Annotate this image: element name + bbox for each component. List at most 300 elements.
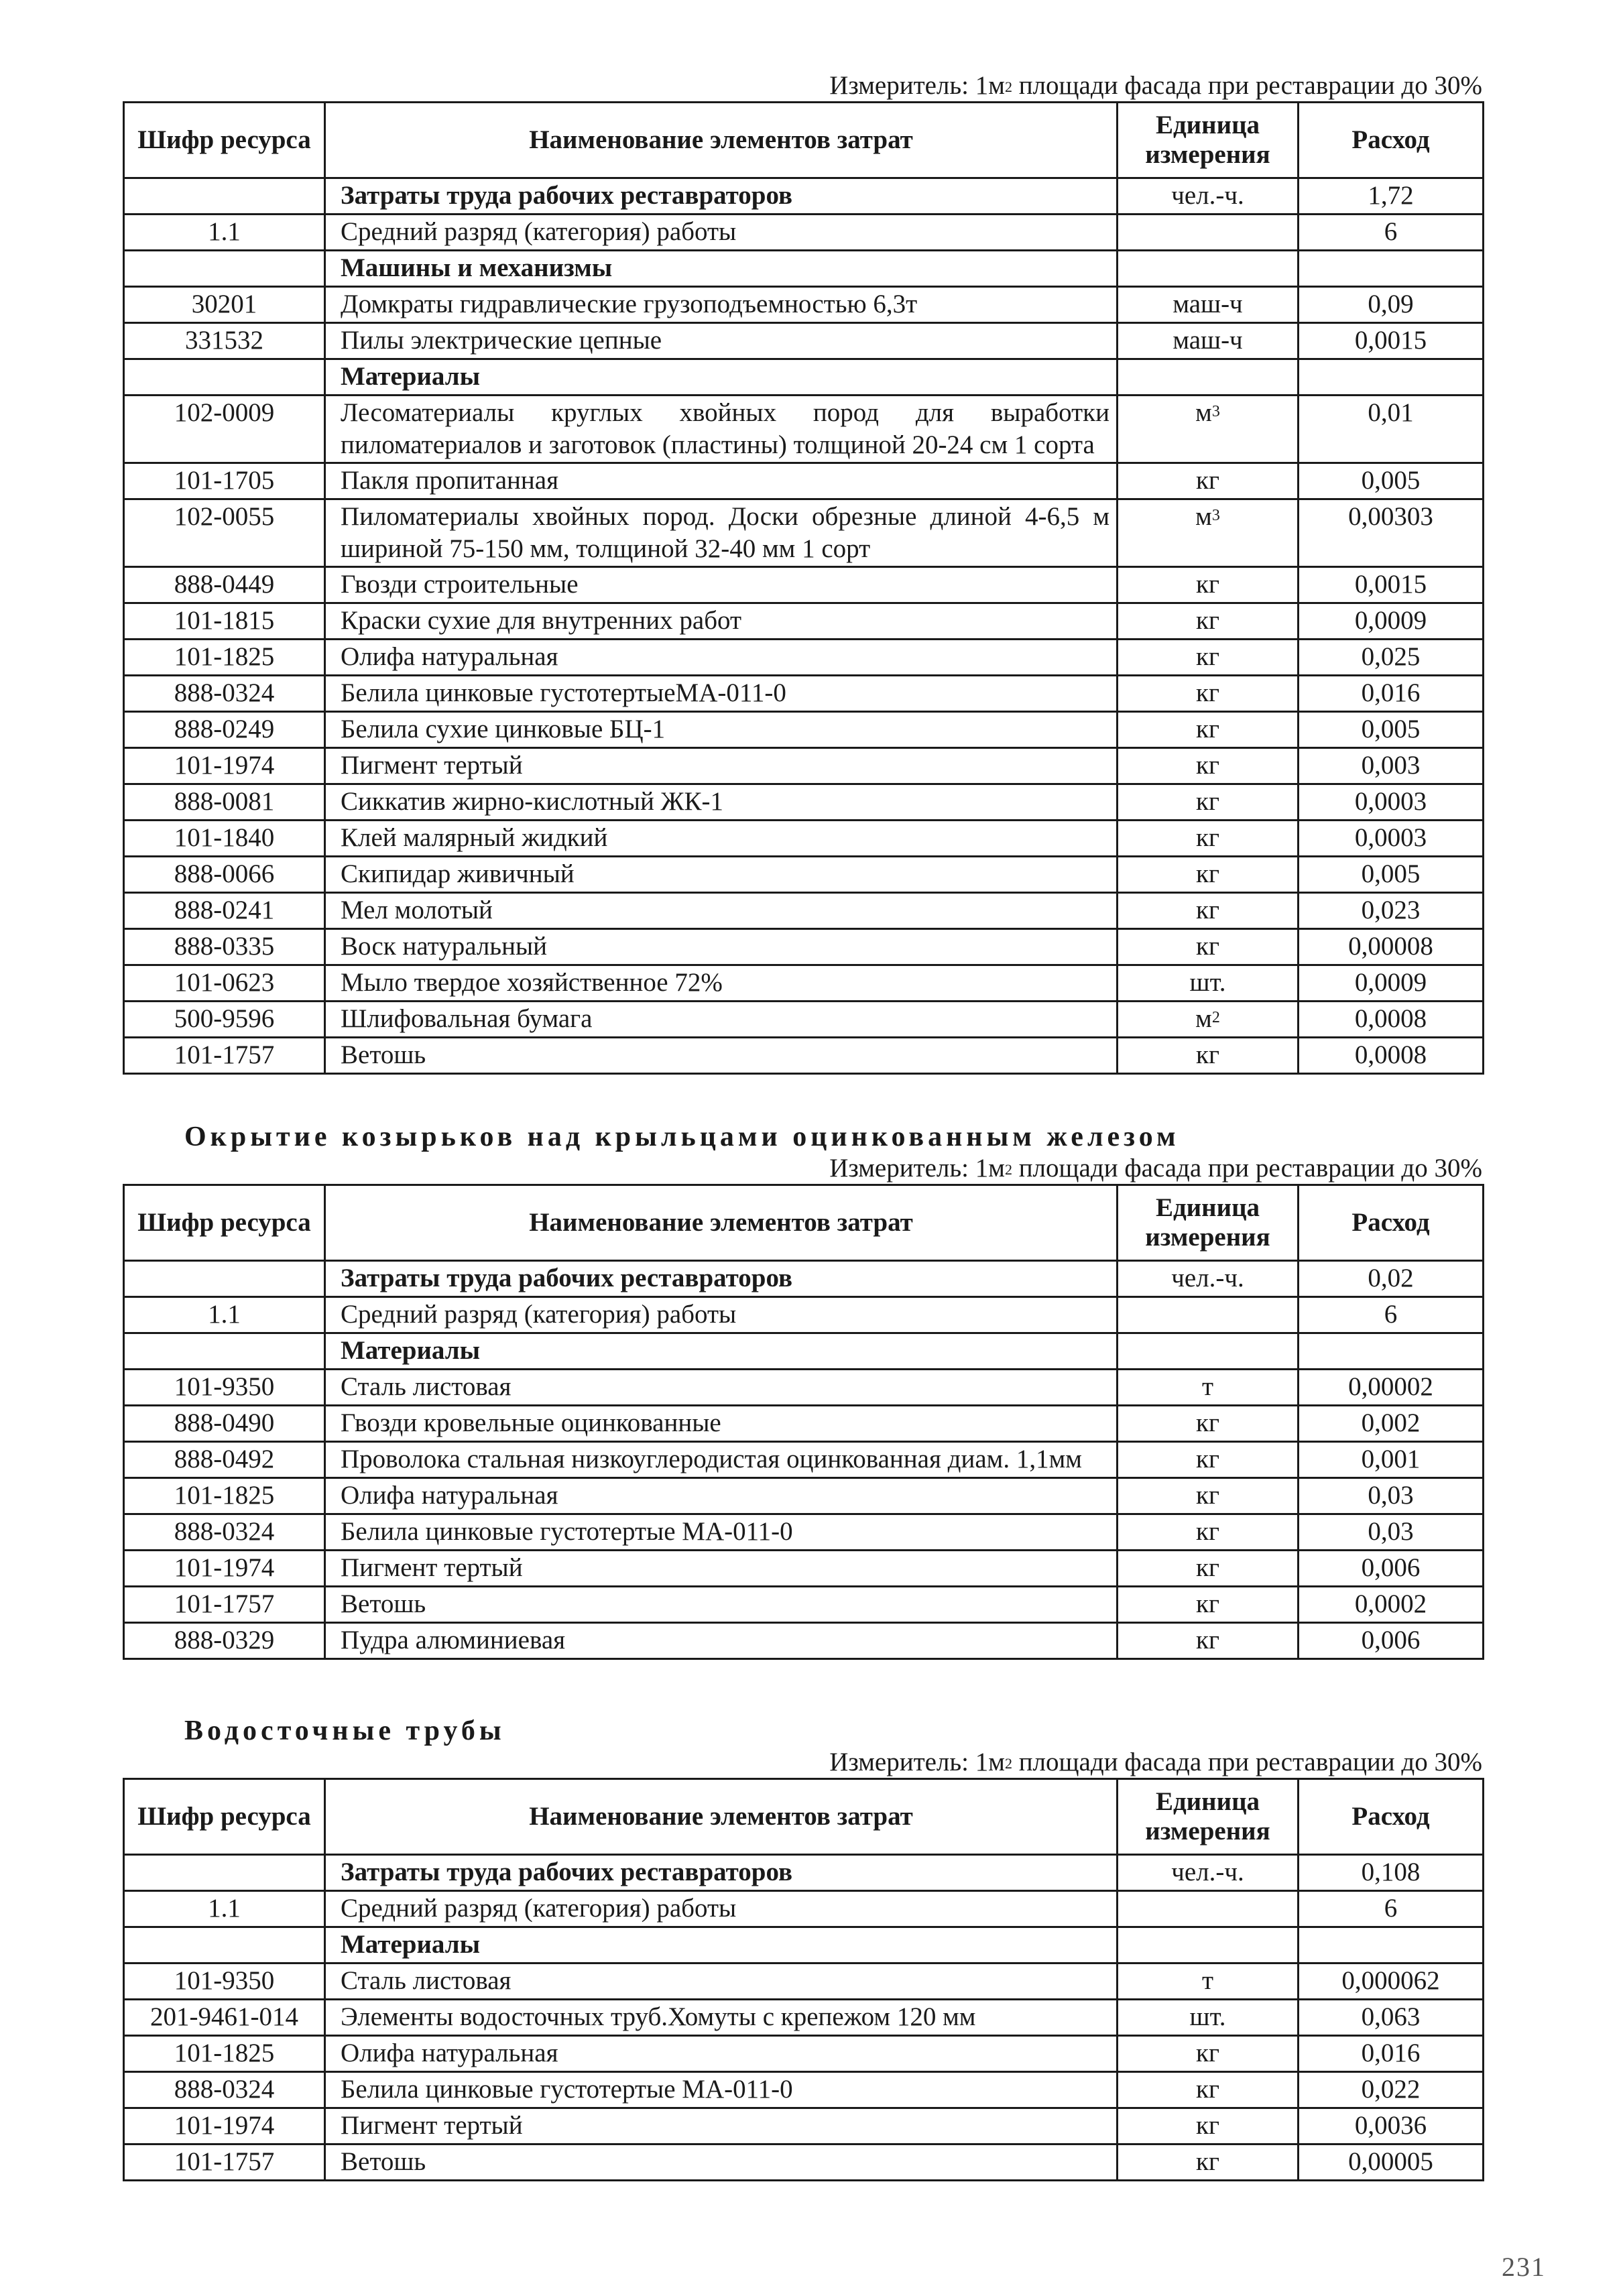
cell-unit: [1118, 1623, 1299, 1659]
cell-code: [124, 2144, 325, 2181]
cell-qty-text: 0,025: [1361, 642, 1421, 671]
cell-qty: [1299, 1478, 1484, 1514]
table-row: [124, 359, 1484, 396]
cell-code-text: 101-1825: [174, 642, 275, 671]
section-3: [123, 1747, 1482, 2181]
cell-code-text: 101-1757: [174, 2147, 275, 2176]
unit-exponent: 2: [1211, 1009, 1220, 1026]
unit-exponent: 3: [1211, 403, 1220, 420]
cell-unit: [1118, 463, 1299, 499]
cell-unit: [1118, 1927, 1299, 1963]
cell-name-text: Краски сухие для внутренних работ: [341, 606, 742, 635]
cell-name: [325, 1406, 1118, 1442]
cell-name: [325, 2144, 1118, 2181]
table-row: [124, 215, 1484, 251]
cell-name-text: Белила цинковые густотертыеМА-011-0: [341, 678, 786, 707]
cell-qty-text: 0,002: [1361, 1408, 1421, 1437]
cell-code: [124, 965, 325, 1002]
cell-unit-text: кг: [1196, 466, 1219, 495]
cell-qty-text: 0,0009: [1354, 968, 1427, 997]
table-row: [124, 676, 1484, 712]
cell-code-text: 102-0009: [174, 398, 275, 427]
cell-qty: [1299, 893, 1484, 929]
cell-qty-text: 6: [1384, 1894, 1398, 1923]
cell-qty: [1299, 2000, 1484, 2036]
cell-qty-text: 0,09: [1368, 290, 1414, 318]
cell-name-text: Олифа натуральная: [341, 1481, 558, 1510]
cell-qty: [1299, 2036, 1484, 2072]
table-row: [124, 287, 1484, 323]
cell-unit-text: т: [1201, 1372, 1214, 1401]
cell-unit: [1118, 893, 1299, 929]
cell-code-text: 888-0335: [174, 932, 275, 961]
cell-name: [325, 1623, 1118, 1659]
cell-code: [124, 748, 325, 784]
section-1: [123, 70, 1482, 1075]
cell-code-text: 101-1974: [174, 2111, 275, 2140]
cell-code: [124, 1623, 325, 1659]
table-row: [124, 1587, 1484, 1623]
cell-qty: [1299, 1297, 1484, 1333]
cell-qty-text: 0,00002: [1348, 1372, 1433, 1401]
cell-qty: [1299, 1442, 1484, 1478]
unit-exponent: 3: [1211, 507, 1220, 524]
cell-name: [325, 499, 1118, 567]
table-header-row: [124, 1779, 1484, 1855]
cell-unit: [1118, 215, 1299, 251]
cell-name-text: Белила цинковые густотертые МА-011-0: [341, 1517, 793, 1546]
cell-name-text: Ветошь: [341, 1040, 426, 1069]
header-unit: Единица измерения: [1118, 1779, 1299, 1855]
cell-unit: [1118, 1333, 1299, 1370]
cell-qty-text: 0,0002: [1354, 1589, 1427, 1618]
cell-name-text: Материалы: [341, 1930, 481, 1959]
cell-name: [325, 2072, 1118, 2108]
cell-name-text: Гвозди кровельные оцинкованные: [341, 1408, 721, 1437]
cell-name-text: Воск натуральный: [341, 932, 548, 961]
cell-unit-text: кг: [1196, 823, 1219, 852]
cell-qty: [1299, 2108, 1484, 2144]
resource-table: [123, 1184, 1484, 1660]
cell-qty: [1299, 1406, 1484, 1442]
cell-code: [124, 712, 325, 748]
cell-unit: [1118, 1406, 1299, 1442]
cell-qty-text: 6: [1384, 217, 1398, 246]
cell-qty-text: 0,00303: [1348, 502, 1433, 531]
cell-name: [325, 396, 1118, 463]
cell-unit-text: чел.-ч.: [1171, 1858, 1244, 1886]
cell-name: [325, 1261, 1118, 1297]
cell-unit: [1118, 1261, 1299, 1297]
cell-name: [325, 1855, 1118, 1891]
cell-unit: [1118, 603, 1299, 640]
resource-table: [123, 101, 1484, 1075]
cell-qty: [1299, 1002, 1484, 1038]
cell-qty-text: 0,016: [1361, 678, 1421, 707]
cell-code: [124, 1891, 325, 1927]
cell-unit-text: кг: [1196, 859, 1219, 888]
cell-code: [124, 2036, 325, 2072]
table-row: [124, 893, 1484, 929]
cell-unit: [1118, 178, 1299, 215]
cell-code-text: 101-1705: [174, 466, 275, 495]
cell-qty: [1299, 1963, 1484, 2000]
cell-qty: [1299, 323, 1484, 359]
table-row: [124, 965, 1484, 1002]
cell-unit-text: кг: [1196, 787, 1219, 816]
cell-qty-text: 0,006: [1361, 1553, 1421, 1582]
cell-name: [325, 567, 1118, 603]
cell-qty-text: 0,02: [1368, 1264, 1414, 1292]
cell-code: [124, 287, 325, 323]
table-row: [124, 251, 1484, 287]
cell-name: [325, 251, 1118, 287]
cell-unit: [1118, 2072, 1299, 2108]
cell-code-text: 101-1974: [174, 751, 275, 780]
cell-unit-text: т: [1201, 1966, 1214, 1995]
cell-unit: [1118, 1442, 1299, 1478]
cell-qty-text: 0,005: [1361, 859, 1421, 888]
cell-name-text: Сталь листовая: [341, 1372, 512, 1401]
cell-unit-text: кг: [1196, 1589, 1219, 1618]
cell-qty: [1299, 1038, 1484, 1074]
cell-qty-text: 0,0015: [1354, 570, 1427, 599]
cell-code-text: 888-0324: [174, 678, 275, 707]
cell-qty-text: 0,006: [1361, 1626, 1421, 1654]
cell-qty-text: 0,005: [1361, 715, 1421, 743]
cell-unit-text: кг: [1196, 896, 1219, 924]
cell-code-text: 888-0241: [174, 896, 275, 924]
cell-code: [124, 1927, 325, 1963]
cell-name-text: Олифа натуральная: [341, 642, 558, 671]
cell-qty: [1299, 857, 1484, 893]
cell-code: [124, 2000, 325, 2036]
cell-name: [325, 323, 1118, 359]
cell-unit-text: кг: [1196, 2147, 1219, 2176]
cell-unit: [1118, 2036, 1299, 2072]
cell-unit: [1118, 323, 1299, 359]
cell-qty-text: 1,72: [1368, 181, 1414, 210]
cell-name: [325, 1927, 1118, 1963]
cell-name-text: Мыло твердое хозяйственное 72%: [341, 968, 723, 997]
table-row: [124, 567, 1484, 603]
table-row: [124, 1514, 1484, 1551]
cell-code-text: 888-0492: [174, 1445, 275, 1473]
cell-unit: [1118, 1297, 1299, 1333]
cell-name-text: Мел молотый: [341, 896, 493, 924]
cell-name-text: Сиккатив жирно-кислотный ЖК-1: [341, 787, 724, 816]
cell-qty-text: 0,0003: [1354, 823, 1427, 852]
cell-name: [325, 2036, 1118, 2072]
cell-code: [124, 2108, 325, 2144]
cell-unit-text: кг: [1196, 751, 1219, 780]
cell-unit: [1118, 1514, 1299, 1551]
cell-code-text: 888-0329: [174, 1626, 275, 1654]
cell-code-text: 888-0066: [174, 859, 275, 888]
cell-name-text: Пигмент тертый: [341, 751, 523, 780]
header-name: Наименование элементов затрат: [325, 103, 1118, 178]
cell-name: [325, 784, 1118, 821]
cell-unit: [1118, 965, 1299, 1002]
cell-unit-text: кг: [1196, 678, 1219, 707]
cell-unit-text: кг: [1196, 932, 1219, 961]
cell-name-text: Белила сухие цинковые БЦ-1: [341, 715, 666, 743]
cell-code: [124, 1002, 325, 1038]
table-row: [124, 603, 1484, 640]
cell-name: [325, 287, 1118, 323]
cell-name: [325, 1442, 1118, 1478]
cell-unit-text: кг: [1196, 1553, 1219, 1582]
cell-code: [124, 1297, 325, 1333]
table-row: [124, 1038, 1484, 1074]
header-code: Шифр ресурса: [124, 1779, 325, 1855]
cell-code: [124, 1963, 325, 2000]
header-name: Наименование элементов затрат: [325, 1779, 1118, 1855]
cell-code: [124, 1038, 325, 1074]
cell-unit-text: кг: [1196, 1445, 1219, 1473]
cell-name-text: Гвозди строительные: [341, 570, 579, 599]
cell-unit: [1118, 251, 1299, 287]
cell-unit-text: чел.-ч.: [1171, 1264, 1244, 1292]
cell-code-text: 1.1: [208, 1894, 241, 1923]
cell-qty: [1299, 712, 1484, 748]
cell-code-text: 101-9350: [174, 1966, 275, 1995]
table-row: [124, 1551, 1484, 1587]
cell-unit: [1118, 748, 1299, 784]
cell-name: [325, 857, 1118, 893]
cell-code: [124, 1855, 325, 1891]
cell-qty: [1299, 1514, 1484, 1551]
cell-code-text: 30201: [191, 290, 257, 318]
table-row: [124, 1261, 1484, 1297]
cell-qty-text: 0,00008: [1348, 932, 1433, 961]
cell-code: [124, 323, 325, 359]
header-qty: Расход: [1299, 103, 1484, 178]
cell-code: [124, 1551, 325, 1587]
cell-code: [124, 1406, 325, 1442]
cell-name: [325, 215, 1118, 251]
cell-code-text: 500-9596: [174, 1004, 275, 1033]
table-row: [124, 1333, 1484, 1370]
cell-code-text: 101-1974: [174, 1553, 275, 1582]
cell-code-text: 101-1757: [174, 1040, 275, 1069]
cell-name: [325, 929, 1118, 965]
cell-name: [325, 748, 1118, 784]
cell-code-text: 888-0081: [174, 787, 275, 816]
cell-qty-text: 0,0009: [1354, 606, 1427, 635]
cell-name-text: Затраты труда рабочих реставраторов: [341, 181, 793, 210]
cell-unit-text: шт.: [1189, 968, 1226, 997]
cell-name: [325, 1891, 1118, 1927]
cell-name-text: Пакля пропитанная: [341, 466, 559, 495]
cell-unit-text: кг: [1196, 1481, 1219, 1510]
cell-qty: [1299, 567, 1484, 603]
cell-name: [325, 463, 1118, 499]
cell-code-text: 101-0623: [174, 968, 275, 997]
cell-unit-text: шт.: [1189, 2002, 1226, 2031]
cell-qty-text: 6: [1384, 1300, 1398, 1329]
cell-unit-text: кг: [1196, 1408, 1219, 1437]
cell-name-text: Клей малярный жидкий: [341, 823, 608, 852]
cell-name-text: Пигмент тертый: [341, 2111, 523, 2140]
cell-code-text: 101-1840: [174, 823, 275, 852]
cell-qty: [1299, 929, 1484, 965]
cell-name: [325, 1963, 1118, 2000]
header-qty: Расход: [1299, 1185, 1484, 1261]
table-row: [124, 857, 1484, 893]
cell-qty-text: 0,00005: [1348, 2147, 1433, 2176]
cell-code: [124, 1442, 325, 1478]
table-row: [124, 463, 1484, 499]
cell-unit: [1118, 1038, 1299, 1074]
cell-code: [124, 499, 325, 567]
cell-qty: [1299, 396, 1484, 463]
cell-name-text: Ветошь: [341, 2147, 426, 2176]
cell-qty-text: 0,001: [1361, 1445, 1421, 1473]
cell-code-text: 888-0249: [174, 715, 275, 743]
cell-unit-text: м: [1195, 398, 1212, 427]
table-header-row: [124, 103, 1484, 178]
table-row: [124, 2036, 1484, 2072]
cell-code: [124, 1333, 325, 1370]
cell-unit-text: маш-ч: [1173, 290, 1243, 318]
cell-unit-text: кг: [1196, 642, 1219, 671]
cell-qty: [1299, 603, 1484, 640]
cell-name-text: Пигмент тертый: [341, 1553, 523, 1582]
cell-name: [325, 178, 1118, 215]
cell-code: [124, 929, 325, 965]
cell-unit-text: кг: [1196, 715, 1219, 743]
cell-unit-text: кг: [1196, 2075, 1219, 2104]
cell-qty-text: 0,063: [1361, 2002, 1421, 2031]
cell-unit: [1118, 857, 1299, 893]
measure-line: Измеритель: $1м^2$ площади фасада при реставрации до 30%: [829, 1154, 1482, 1183]
cell-unit-text: кг: [1196, 606, 1219, 635]
table-row: [124, 1855, 1484, 1891]
cell-unit: [1118, 2000, 1299, 2036]
header-unit: Единица измерения: [1118, 103, 1299, 178]
cell-qty: [1299, 287, 1484, 323]
cell-name-text: Пилы электрические цепные: [341, 326, 662, 355]
cell-name-text: Машины и механизмы: [341, 253, 613, 282]
table-row: [124, 640, 1484, 676]
cell-name: [325, 603, 1118, 640]
cell-code: [124, 2072, 325, 2108]
cell-qty-text: 0,03: [1368, 1517, 1414, 1546]
header-qty: Расход: [1299, 1779, 1484, 1855]
cell-name-text: Проволока стальная низкоуглеродистая оцинкованная диам. 1,1мм: [341, 1445, 1082, 1473]
table-row: [124, 1297, 1484, 1333]
table-row: [124, 178, 1484, 215]
section-3-title: Водосточные трубы: [184, 1715, 505, 1746]
cell-code: [124, 178, 325, 215]
cell-name: [325, 1587, 1118, 1623]
table-row: [124, 2144, 1484, 2181]
cell-name-text: Пиломатериалы хвойных пород. Доски обрезные длиной 4-6,5 м шириной 75-150 мм, толщиной 32-40 мм 1 сорт: [341, 502, 1109, 563]
table-row: [124, 821, 1484, 857]
cell-qty-text: 0,003: [1361, 751, 1421, 780]
cell-qty: [1299, 1891, 1484, 1927]
table-header-row: [124, 1185, 1484, 1261]
measure-line: Измеритель: $1м^2$ площади фасада при реставрации до 30%: [829, 71, 1482, 100]
cell-qty-text: 0,023: [1361, 896, 1421, 924]
cell-name: [325, 965, 1118, 1002]
cell-unit-text: кг: [1196, 1517, 1219, 1546]
table-row: [124, 499, 1484, 567]
table-row: [124, 1623, 1484, 1659]
cell-name-text: Пудра алюминиевая: [341, 1626, 566, 1654]
cell-code-text: 101-9350: [174, 1372, 275, 1401]
cell-unit: [1118, 1587, 1299, 1623]
header-name: Наименование элементов затрат: [325, 1185, 1118, 1261]
cell-unit-text: кг: [1196, 2111, 1219, 2140]
cell-name: [325, 1370, 1118, 1406]
cell-code-text: 101-1815: [174, 606, 275, 635]
cell-name-text: Домкраты гидравлические грузоподъемностью 6,3т: [341, 290, 918, 318]
cell-qty: [1299, 1261, 1484, 1297]
cell-qty-text: 0,0003: [1354, 787, 1427, 816]
cell-code: [124, 1370, 325, 1406]
cell-code: [124, 463, 325, 499]
cell-unit-text: чел.-ч.: [1171, 181, 1244, 210]
cell-name-text: Средний разряд (категория) работы: [341, 1300, 737, 1329]
cell-code-text: 101-1825: [174, 1481, 275, 1510]
cell-code: [124, 893, 325, 929]
cell-qty: [1299, 1333, 1484, 1370]
cell-unit: [1118, 1002, 1299, 1038]
cell-qty-text: 0,0015: [1354, 326, 1427, 355]
cell-name: [325, 640, 1118, 676]
cell-code: [124, 640, 325, 676]
header-code: Шифр ресурса: [124, 103, 325, 178]
table-row: [124, 1442, 1484, 1478]
cell-name: [325, 712, 1118, 748]
table-row: [124, 712, 1484, 748]
cell-name: [325, 821, 1118, 857]
cell-qty: [1299, 821, 1484, 857]
cell-name: [325, 1514, 1118, 1551]
cell-unit-text: м: [1195, 502, 1212, 531]
cell-unit: [1118, 712, 1299, 748]
cell-unit: [1118, 1891, 1299, 1927]
cell-qty: [1299, 748, 1484, 784]
cell-name: [325, 1038, 1118, 1074]
cell-code-text: 101-1825: [174, 2039, 275, 2067]
cell-unit: [1118, 676, 1299, 712]
cell-code-text: 331532: [185, 326, 263, 355]
cell-code: [124, 784, 325, 821]
table-row: [124, 1406, 1484, 1442]
cell-name: [325, 1297, 1118, 1333]
cell-unit-text: кг: [1196, 1626, 1219, 1654]
header-code: Шифр ресурса: [124, 1185, 325, 1261]
cell-qty: [1299, 499, 1484, 567]
cell-qty-text: 0,022: [1361, 2075, 1421, 2104]
cell-code: [124, 1478, 325, 1514]
table-row: [124, 1002, 1484, 1038]
cell-code: [124, 1261, 325, 1297]
cell-unit-text: кг: [1196, 2039, 1219, 2067]
cell-code: [124, 396, 325, 463]
cell-qty: [1299, 1587, 1484, 1623]
cell-code-text: 1.1: [208, 217, 241, 246]
cell-qty-text: 0,000062: [1341, 1966, 1440, 1995]
table-row: [124, 929, 1484, 965]
cell-qty: [1299, 1551, 1484, 1587]
measure-line: Измеритель: $1м^2$ площади фасада при реставрации до 30%: [829, 1748, 1482, 1776]
cell-unit: [1118, 784, 1299, 821]
table-row: [124, 1478, 1484, 1514]
